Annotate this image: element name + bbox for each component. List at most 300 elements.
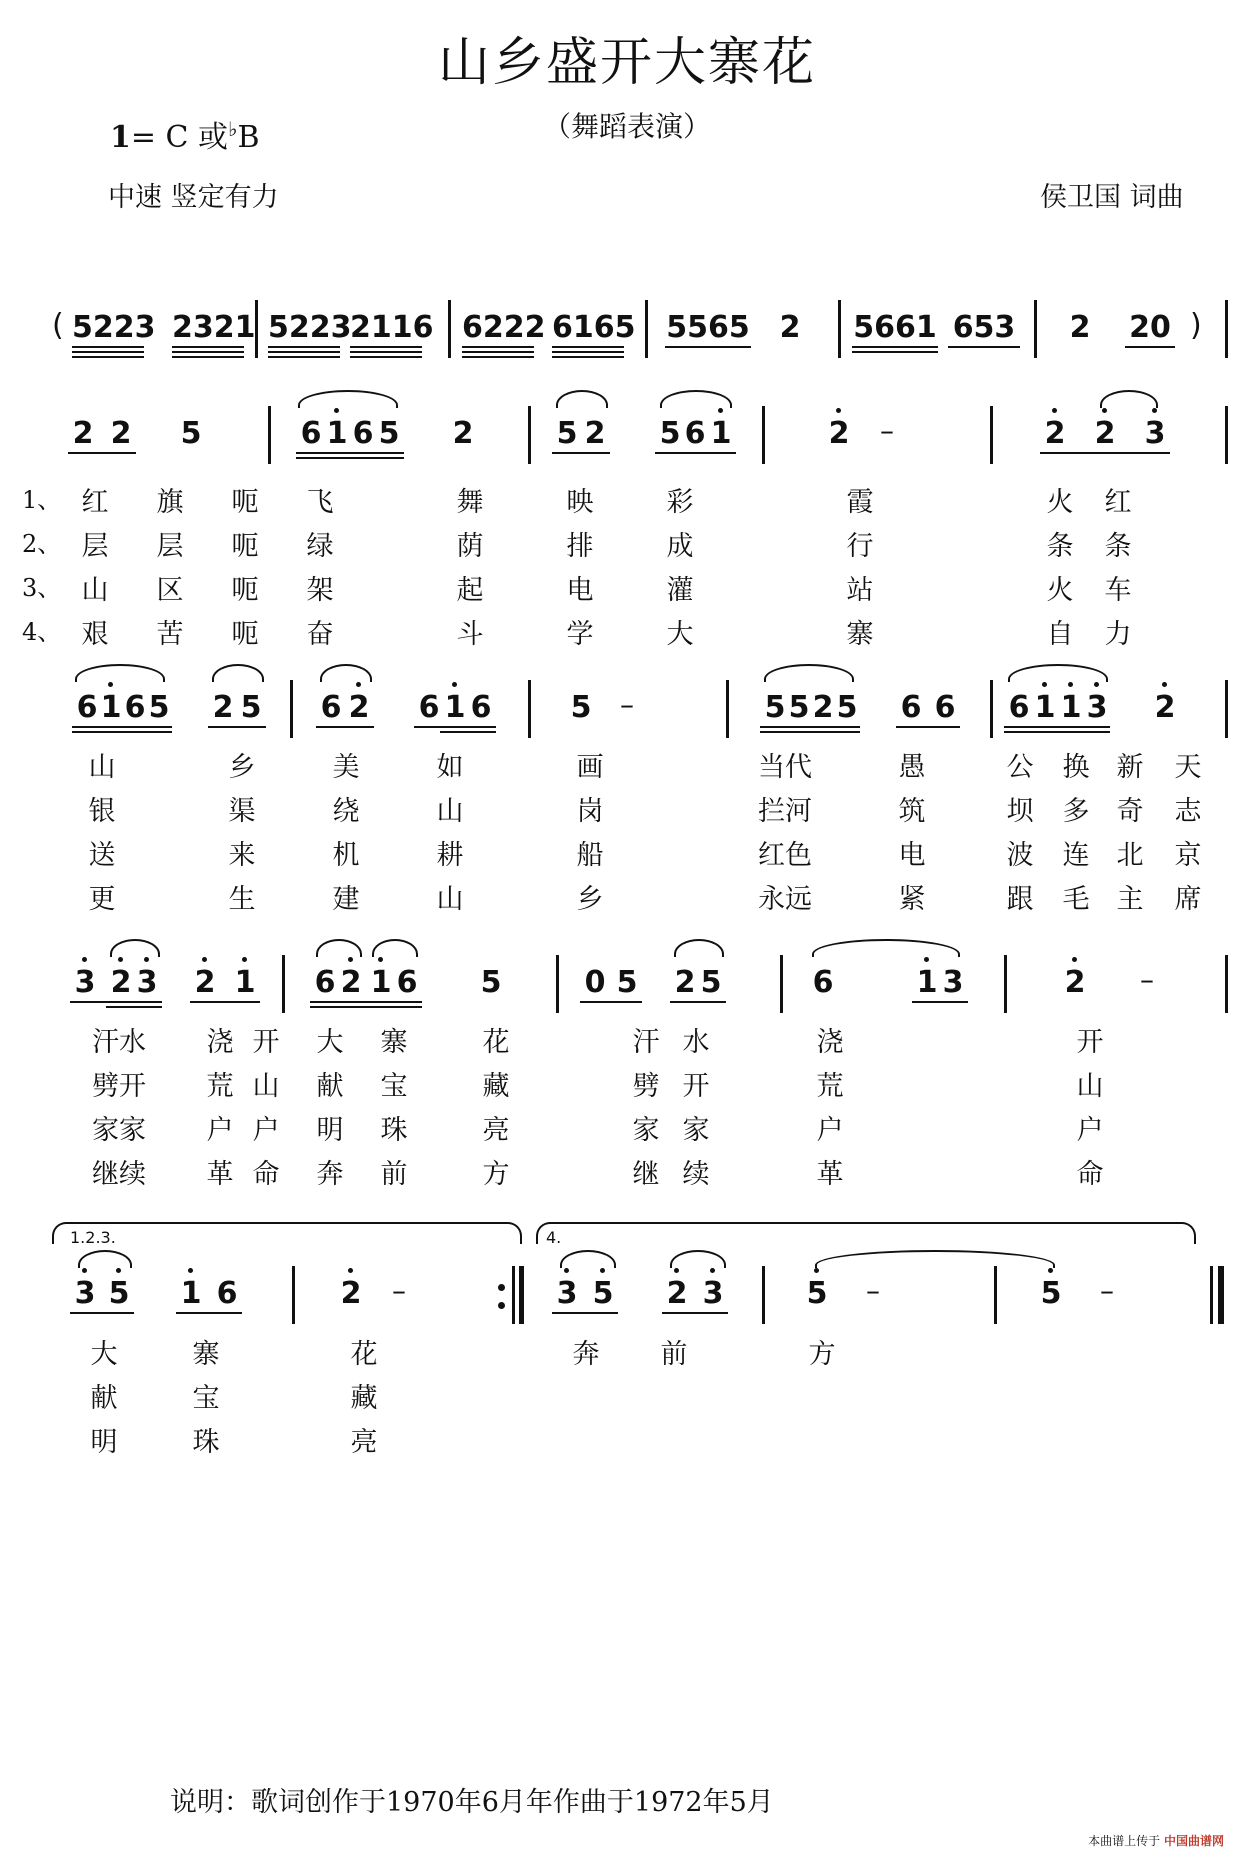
barline	[268, 406, 271, 464]
lyric-word: 山	[252, 1071, 280, 1102]
lyric-word: 生	[228, 884, 256, 915]
note: 2	[1154, 690, 1176, 725]
slur	[316, 939, 362, 957]
repeat-dot	[498, 1302, 505, 1309]
barline	[990, 406, 993, 464]
lyric-word: 波	[1006, 840, 1034, 871]
repeat-barline-thin	[512, 1266, 515, 1324]
lyric-word: 珠	[380, 1115, 408, 1146]
note: 3	[74, 1276, 96, 1311]
note: 1	[916, 965, 938, 1000]
lyric-word: 荒	[816, 1071, 844, 1102]
lyric-word: 新	[1116, 752, 1144, 783]
note: 3	[702, 1276, 724, 1311]
lyric-word: 起	[456, 575, 484, 606]
barline	[726, 680, 729, 738]
slur	[660, 390, 732, 408]
slur	[1100, 390, 1158, 408]
lyric-word: 天	[1174, 752, 1202, 783]
lyric-word: 公	[1006, 752, 1034, 783]
note: 3	[556, 1276, 578, 1311]
lyric-word: 绿	[306, 531, 334, 562]
lyric-word: 红色	[758, 840, 812, 871]
lyric-word: 续	[682, 1159, 710, 1190]
lyric-word: 旗	[156, 487, 184, 518]
lyric-word: 藏	[482, 1071, 510, 1102]
lyric-word: 寨	[192, 1339, 220, 1370]
lyric-word: 荫	[456, 531, 484, 562]
lyric-word: 力	[1104, 619, 1132, 650]
note: 2	[110, 416, 132, 451]
note: 6	[300, 416, 322, 451]
barline	[838, 300, 841, 358]
barline	[528, 406, 531, 464]
note: 3	[74, 965, 96, 1000]
lyric-word: 献	[90, 1383, 118, 1414]
lyric-word: 劈开	[92, 1071, 146, 1102]
lyric-word: 层	[156, 531, 184, 562]
note: 1	[326, 416, 348, 451]
lyrics-block-2	[0, 745, 1254, 925]
lyric-word: 当代	[758, 752, 812, 783]
lyric-word: 京	[1174, 840, 1202, 871]
lyric-word: 拦河	[758, 796, 812, 827]
lyric-word: 开	[682, 1071, 710, 1102]
note-group: 20	[1129, 310, 1171, 345]
barline	[448, 300, 451, 358]
site-logo: 中国曲谱网	[1163, 1834, 1224, 1848]
note: 2	[812, 690, 834, 725]
lyric-word: 银	[88, 796, 116, 827]
note: 6	[684, 416, 706, 451]
lyric-word: 跟	[1006, 884, 1034, 915]
lyric-word: 耕	[436, 840, 464, 871]
composition-note: 说明：歌词创作于1970年6月年作曲于1972年5月	[170, 1787, 774, 1818]
lyric-word: 紧	[898, 884, 926, 915]
note: 3	[1086, 690, 1108, 725]
slur	[75, 664, 165, 682]
lyric-word: 乡	[576, 884, 604, 915]
lyric-word: 继续	[92, 1159, 146, 1190]
note: 6	[76, 690, 98, 725]
note: 2	[666, 1276, 688, 1311]
lyric-word: 换	[1062, 752, 1090, 783]
lyric-word: 火	[1046, 575, 1074, 606]
slur	[1008, 664, 1108, 682]
note: 2	[1064, 965, 1086, 1000]
lyric-word: 奔	[572, 1339, 600, 1370]
note-group: 5223	[72, 310, 156, 345]
lyric-word: 站	[846, 575, 874, 606]
lyric-word: 奋	[306, 619, 334, 650]
note-group: 2116	[350, 310, 434, 345]
lyric-word: 筑	[898, 796, 926, 827]
barline	[1225, 406, 1228, 464]
lyric-word: 水	[682, 1027, 710, 1058]
lyric-word: 火	[1046, 487, 1074, 518]
author-credit: 侯卫国 词曲	[1040, 182, 1184, 213]
lyric-word: 毛	[1062, 884, 1090, 915]
barline	[780, 955, 783, 1013]
slur	[110, 939, 160, 957]
note: 6	[314, 965, 336, 1000]
lyric-word: 呃	[231, 531, 259, 562]
lyric-word: 命	[252, 1159, 280, 1190]
note: 2	[348, 690, 370, 725]
note: 0	[584, 965, 606, 1000]
lyric-word: 宝	[380, 1071, 408, 1102]
flat-sign: ♭	[228, 117, 238, 141]
barline	[1225, 955, 1228, 1013]
lyric-word: 红	[1104, 487, 1132, 518]
note: 2	[452, 416, 474, 451]
second-ending-label: 4.	[546, 1228, 562, 1247]
lyric-word: 架	[306, 575, 334, 606]
staff-row-1	[0, 300, 1254, 370]
note: 2	[110, 965, 132, 1000]
second-ending-bracket	[536, 1222, 1196, 1244]
lyric-word: 条	[1104, 531, 1132, 562]
lyric-word: 映	[566, 487, 594, 518]
barline	[1004, 955, 1007, 1013]
note: 3	[136, 965, 158, 1000]
lyric-word: 坝	[1006, 796, 1034, 827]
lyric-word: 美	[332, 752, 360, 783]
note: 6	[470, 690, 492, 725]
lyric-word: 寨	[380, 1027, 408, 1058]
lyric-word: 层	[81, 531, 109, 562]
lyrics-block-3	[0, 1020, 1254, 1200]
note: 2	[584, 416, 606, 451]
note: 2	[828, 416, 850, 451]
note-group: 653	[952, 310, 1016, 345]
lyric-word: 山	[436, 884, 464, 915]
lyric-word: 家家	[92, 1115, 146, 1146]
note: 6	[320, 690, 342, 725]
lyric-word: 绕	[332, 796, 360, 827]
note: 2	[1069, 310, 1091, 345]
staff-row-3	[0, 680, 1254, 750]
note: 1	[234, 965, 256, 1000]
note: 5	[148, 690, 170, 725]
slur	[674, 939, 724, 957]
lyric-word: 来	[228, 840, 256, 871]
lyric-word: 浇	[816, 1027, 844, 1058]
note: 6	[418, 690, 440, 725]
lyric-word: 机	[332, 840, 360, 871]
lyric-word: 革	[206, 1159, 234, 1190]
lyric-word: 舞	[456, 487, 484, 518]
slur	[78, 1250, 132, 1268]
barline	[1225, 300, 1228, 358]
paren-close: )	[1190, 308, 1202, 343]
note: 5	[480, 965, 502, 1000]
lyric-word: 藏	[350, 1383, 378, 1414]
note: 5	[788, 690, 810, 725]
lyric-word: 前	[660, 1339, 688, 1370]
lyric-word: 学	[566, 619, 594, 650]
first-ending-bracket	[52, 1222, 522, 1244]
lyric-word: 船	[576, 840, 604, 871]
note: 5	[700, 965, 722, 1000]
repeat-barline-thick	[519, 1266, 524, 1324]
lyric-word: 多	[1062, 796, 1090, 827]
lyric-word: 建	[332, 884, 360, 915]
lyric-word: 奔	[316, 1159, 344, 1190]
footer-credit	[1088, 1832, 1224, 1849]
lyric-word: 开	[252, 1027, 280, 1058]
note: 5	[180, 416, 202, 451]
lyric-word: 彩	[666, 487, 694, 518]
lyric-word: 愚	[898, 752, 926, 783]
slur	[670, 1250, 726, 1268]
note: 1	[370, 965, 392, 1000]
lyric-word: 明	[90, 1427, 118, 1458]
lyric-word: 如	[436, 752, 464, 783]
note: 6	[124, 690, 146, 725]
lyric-word: 户	[206, 1115, 234, 1146]
lyric-word: 艰	[81, 619, 109, 650]
lyric-word: 岗	[576, 796, 604, 827]
lyric-word: 车	[1104, 575, 1132, 606]
barline	[990, 680, 993, 738]
key-one: 1	[110, 120, 131, 155]
lyric-word: 劈	[632, 1071, 660, 1102]
lyric-word: 户	[816, 1115, 844, 1146]
lyric-word: 霞	[846, 487, 874, 518]
lyric-word: 荒	[206, 1071, 234, 1102]
slur	[560, 1250, 616, 1268]
lyric-word: 条	[1046, 531, 1074, 562]
lyric-word: 呃	[231, 487, 259, 518]
note: 6	[1008, 690, 1030, 725]
dash: –	[1140, 963, 1154, 996]
paren-open: (	[52, 308, 64, 343]
dash: –	[1100, 1274, 1114, 1307]
lyric-word: 革	[816, 1159, 844, 1190]
lyric-word: 寨	[846, 619, 874, 650]
footer-prefix: 本曲谱上传于	[1088, 1834, 1161, 1848]
verse-number: 4、	[22, 618, 62, 646]
lyric-word: 明	[316, 1115, 344, 1146]
note: 6	[934, 690, 956, 725]
verse-number: 2、	[22, 530, 62, 558]
note: 2	[194, 965, 216, 1000]
slur	[764, 664, 854, 682]
note: 5	[108, 1276, 130, 1311]
lyric-word: 席	[1174, 884, 1202, 915]
lyric-word: 更	[88, 884, 116, 915]
lyric-word: 斗	[456, 619, 484, 650]
barline	[994, 1266, 997, 1324]
lyric-word: 户	[1076, 1115, 1104, 1146]
note-group: 6222	[462, 310, 546, 345]
note: 1	[100, 690, 122, 725]
lyric-word: 呃	[231, 575, 259, 606]
staff-row-2	[0, 406, 1254, 476]
note: 2	[779, 310, 801, 345]
barline	[282, 955, 285, 1013]
note: 2	[1044, 416, 1066, 451]
barline	[292, 1266, 295, 1324]
note: 1	[710, 416, 732, 451]
note: 2	[1094, 416, 1116, 451]
note: 5	[616, 965, 638, 1000]
lyric-word: 汗	[632, 1027, 660, 1058]
lyric-word: 献	[316, 1071, 344, 1102]
lyric-word: 方	[482, 1159, 510, 1190]
note: 2	[340, 965, 362, 1000]
note-group: 6165	[552, 310, 636, 345]
lyric-word: 主	[1116, 884, 1144, 915]
note: 6	[812, 965, 834, 1000]
lyric-word: 连	[1062, 840, 1090, 871]
lyric-word: 户	[252, 1115, 280, 1146]
final-barline-thin	[1210, 1266, 1213, 1324]
lyric-word: 前	[380, 1159, 408, 1190]
barline	[645, 300, 648, 358]
song-subtitle: （舞蹈表演）	[542, 110, 711, 143]
lyric-word: 画	[576, 752, 604, 783]
lyric-word: 大	[316, 1027, 344, 1058]
note: 5	[570, 690, 592, 725]
lyric-word: 成	[666, 531, 694, 562]
note: 3	[942, 965, 964, 1000]
lyric-word: 自	[1046, 619, 1074, 650]
note: 1	[1034, 690, 1056, 725]
lyric-word: 北	[1116, 840, 1144, 871]
lyric-word: 大	[666, 619, 694, 650]
lyric-word: 苦	[156, 619, 184, 650]
lyric-word: 继	[632, 1159, 660, 1190]
first-ending-label: 1.2.3.	[70, 1228, 116, 1247]
staff-row-5	[0, 1266, 1254, 1336]
lyric-word: 奇	[1116, 796, 1144, 827]
lyric-word: 行	[846, 531, 874, 562]
dash: –	[866, 1274, 880, 1307]
verse-number: 1、	[22, 486, 62, 514]
lyrics-block-4	[0, 1332, 1254, 1472]
lyric-word: 珠	[192, 1427, 220, 1458]
lyric-word: 浇	[206, 1027, 234, 1058]
dash: –	[620, 688, 634, 721]
lyric-word: 宝	[192, 1383, 220, 1414]
slur	[212, 664, 264, 682]
key-eq: = C 或	[130, 120, 229, 155]
note: 1	[444, 690, 466, 725]
note: 5	[764, 690, 786, 725]
lyric-word: 电	[566, 575, 594, 606]
final-barline-thick	[1218, 1266, 1224, 1324]
slur	[320, 664, 372, 682]
note: 1	[1060, 690, 1082, 725]
lyric-word: 飞	[306, 487, 334, 518]
note: 5	[836, 690, 858, 725]
tempo-marking: 中速 竖定有力	[108, 182, 279, 213]
barline	[556, 955, 559, 1013]
verse-number: 3、	[22, 574, 62, 602]
lyric-word: 家	[632, 1115, 660, 1146]
note-group: 5661	[853, 310, 937, 345]
slur	[815, 1250, 1055, 1268]
note: 6	[352, 416, 374, 451]
lyric-word: 山	[88, 752, 116, 783]
barline	[290, 680, 293, 738]
note: 5	[378, 416, 400, 451]
note-group: 5223	[268, 310, 352, 345]
repeat-dot	[498, 1284, 505, 1291]
barline	[762, 1266, 765, 1324]
lyrics-block-1	[0, 480, 1254, 660]
barline	[1225, 680, 1228, 738]
lyric-word: 花	[350, 1339, 378, 1370]
lyric-word: 渠	[228, 796, 256, 827]
note: 2	[674, 965, 696, 1000]
note: 2	[340, 1276, 362, 1311]
note: 5	[240, 690, 262, 725]
lyric-word: 乡	[228, 752, 256, 783]
lyric-word: 亮	[482, 1115, 510, 1146]
dash: –	[880, 414, 894, 447]
note: 3	[1144, 416, 1166, 451]
note: 5	[556, 416, 578, 451]
lyric-word: 家	[682, 1115, 710, 1146]
lyric-word: 亮	[350, 1427, 378, 1458]
lyric-word: 排	[566, 531, 594, 562]
note: 5	[806, 1276, 828, 1311]
barline	[762, 406, 765, 464]
note: 5	[1040, 1276, 1062, 1311]
lyric-word: 大	[90, 1339, 118, 1370]
note-group: 5565	[666, 310, 750, 345]
barline	[1034, 300, 1037, 358]
note: 5	[659, 416, 681, 451]
dash: –	[392, 1274, 406, 1307]
lyric-word: 区	[156, 575, 184, 606]
key-b: B	[237, 120, 260, 155]
lyric-word: 灌	[666, 575, 694, 606]
lyric-word: 山	[1076, 1071, 1104, 1102]
note-group: 2321	[172, 310, 256, 345]
slur	[556, 390, 608, 408]
lyric-word: 红	[81, 487, 109, 518]
lyric-word: 汗水	[92, 1027, 146, 1058]
note: 2	[212, 690, 234, 725]
note: 6	[900, 690, 922, 725]
barline	[528, 680, 531, 738]
note: 2	[72, 416, 94, 451]
lyric-word: 方	[808, 1339, 836, 1370]
song-title: 山乡盛开大寨花	[437, 33, 816, 93]
lyric-word: 山	[81, 575, 109, 606]
barline	[255, 300, 258, 358]
lyric-word: 永远	[758, 884, 812, 915]
lyric-word: 送	[88, 840, 116, 871]
lyric-word: 开	[1076, 1027, 1104, 1058]
note: 5	[592, 1276, 614, 1311]
lyric-word: 山	[436, 796, 464, 827]
lyric-word: 命	[1076, 1159, 1104, 1190]
note: 6	[396, 965, 418, 1000]
lyric-word: 呃	[231, 619, 259, 650]
slur	[372, 939, 418, 957]
note: 1	[180, 1276, 202, 1311]
lyric-word: 电	[898, 840, 926, 871]
lyric-word: 花	[482, 1027, 510, 1058]
lyric-word: 志	[1174, 796, 1202, 827]
slur	[812, 939, 960, 957]
note: 6	[216, 1276, 238, 1311]
